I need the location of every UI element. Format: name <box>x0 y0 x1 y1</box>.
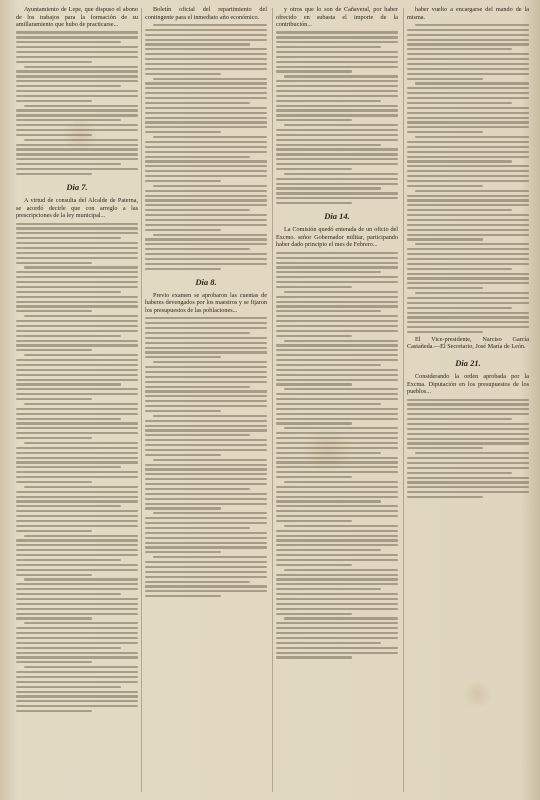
column-opening-text: haber vuelto a encargarse del mando de la misma. <box>407 6 529 21</box>
column-rule <box>141 8 142 792</box>
text-column-1 <box>16 6 138 794</box>
section-heading: Dia 21. <box>455 358 481 369</box>
illegible-text-block <box>276 252 398 659</box>
section-heading: Dia 8. <box>195 276 217 287</box>
text-column-3 <box>276 6 398 794</box>
illegible-text-block <box>16 223 138 713</box>
section-opening-text: La Comisión quedó enterada de un oficio del Excmo. señor Gobernador militar, participando haber dado principio el mes de Febrero... <box>276 226 398 249</box>
section-heading: Dia 14. <box>324 211 350 222</box>
signature-line: El Vice-presidente, Narciso García Castañeda.—El Secretario, José María de León. <box>407 335 529 351</box>
section-opening-text: A virtud de consulta del Alcalde de Paterna, se acordó decirle que con arreglo a las prescripciones de la ley municipal... <box>16 197 138 220</box>
section-heading: Dia 7. <box>66 182 88 193</box>
illegible-text-block <box>145 317 267 597</box>
text-column-2 <box>145 6 267 794</box>
section-opening-text: Previo examen se aprobaron las cuentas de haberes devengados por los maestros y se fijaron los presupuestos de las poblaciones... <box>145 291 267 314</box>
column-opening-text: Ayuntamiento de Lepe, que dispuso el abono de los trabajos para la formación de su amillaramiento que hubo de practicarse... <box>16 6 138 29</box>
illegible-text-block <box>407 399 529 499</box>
illegible-text-block <box>407 24 529 333</box>
column-rule <box>403 8 404 792</box>
column-opening-text: y otros que lo son de Cañaveral, por haber ofrecido en subasta el importe de la contribución... <box>276 6 398 29</box>
column-rule <box>272 8 273 792</box>
text-column-4 <box>407 6 529 794</box>
illegible-text-block <box>276 31 398 204</box>
illegible-text-block <box>16 31 138 175</box>
illegible-text-block <box>145 24 267 270</box>
column-opening-text: Boletín oficial del repartimiento del contingente para el inmediato año económico. <box>145 6 267 21</box>
section-opening-text: Considerando la orden aprobada por la Excma. Diputación en los presupuestos de los pueblos... <box>407 373 529 396</box>
